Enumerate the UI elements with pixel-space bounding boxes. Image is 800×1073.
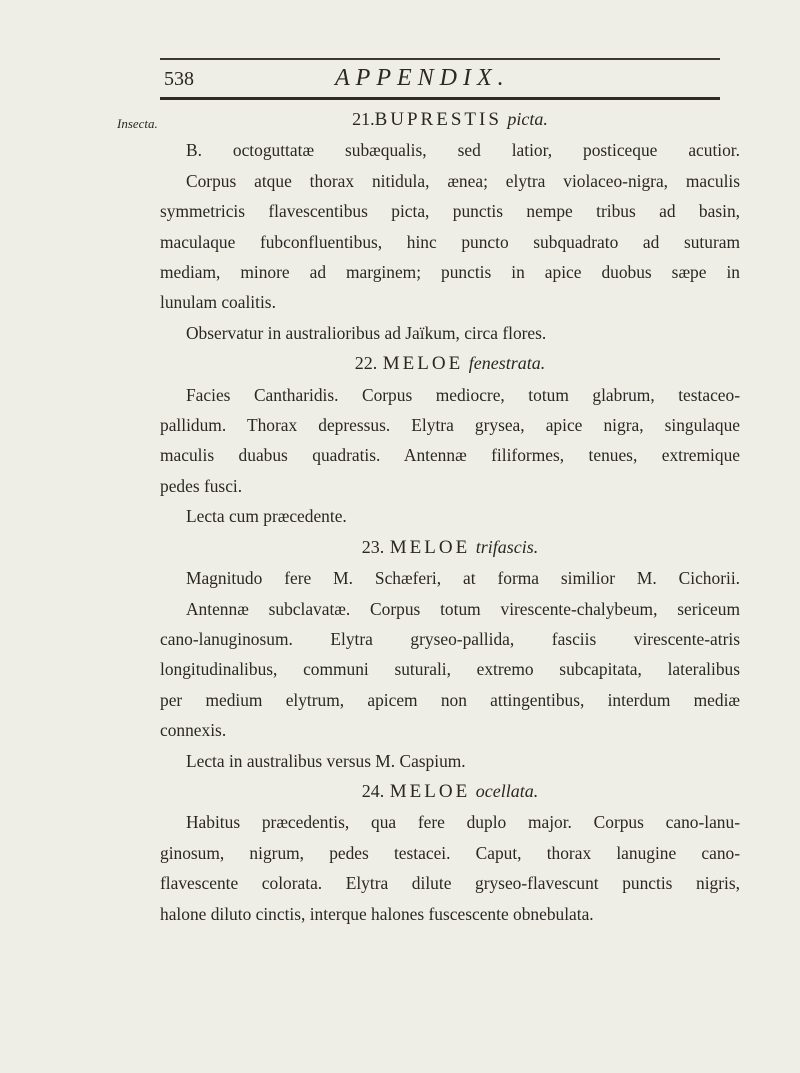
text-line: Magnitudo fere M. Schæferi, at forma similior M. Cichorii. — [186, 568, 740, 589]
section-heading — [160, 532, 740, 563]
text-line: Facies Cantharidis. Corpus mediocre, totum glabrum, testaceo- — [186, 384, 740, 405]
text-line: Lecta cum præcedente. — [186, 506, 347, 527]
section-heading — [160, 348, 740, 379]
text-line: B. octoguttatæ subæqualis, sed latior, posticeque acutior. — [186, 140, 740, 161]
genus-name: MELOE — [382, 353, 464, 375]
genus-name: MELOE — [389, 780, 471, 802]
text-line: lunulam coalitis. — [160, 292, 276, 313]
text-line: pedes fusci. — [160, 475, 243, 496]
text-line: Observatur in australioribus ad Jaïkum, circa flores. — [186, 322, 547, 343]
text-line: flavescente colorata. Elytra dilute gryseo-flavescunt punctis nigris, — [160, 873, 740, 894]
text-line: connexis. — [160, 720, 227, 741]
text-line: maculaque fubconfluentibus, hinc puncto subquadrato ad suturam — [160, 231, 740, 252]
text-line: cano-lanuginosum. Elytra gryseo-pallida, fasciis virescente-atris — [160, 628, 740, 649]
text-line: Habitus præcedentis, qua fere duplo major. Corpus cano-lanu- — [186, 812, 740, 833]
text-line: Corpus atque thorax nitidula, ænea; elytra violaceo-nigra, maculis — [186, 170, 740, 191]
species-name: fenestrata. — [468, 353, 546, 374]
text-line: maculis duabus quadratis. Antennæ filiformes, tenues, extremique — [160, 445, 740, 466]
text-line: ginosum, nigrum, pedes testacei. Caput, thorax lanugine cano- — [160, 842, 740, 863]
species-name: picta. — [507, 109, 548, 129]
species-name: trifascis. — [475, 536, 539, 557]
page-number: 538 — [164, 68, 194, 90]
text-line: symmetricis flavescentibus picta, punctis nempe tribus ad basin, — [160, 201, 740, 222]
header-rule-top — [160, 58, 720, 60]
genus-name: MELOE — [389, 536, 471, 558]
text-line: Antennæ subclavatæ. Corpus totum virescente-chalybeum, sericeum — [186, 598, 740, 619]
page-header — [160, 56, 720, 106]
text-line: halone diluto cinctis, interque halones fuscescente obnebulata. — [160, 903, 594, 924]
header-rule-bottom — [160, 97, 720, 100]
section-number: 21. — [352, 109, 375, 129]
text-line: longitudinalibus, communi suturali, extremo subcapitata, lateralibus — [160, 659, 740, 680]
section-number: 23. — [361, 536, 385, 557]
text-line: pallidum. Thorax depressus. Elytra grysea, apice nigra, singulaque — [160, 415, 740, 436]
genus-name: BUPRESTIS — [374, 109, 502, 130]
text-line: per medium elytrum, apicem non attingentibus, interdum mediæ — [160, 689, 740, 710]
running-title: APPENDIX. — [335, 65, 510, 91]
text-line: mediam, minore ad marginem; punctis in apice duobus sæpe in — [160, 262, 740, 283]
section-number: 24. — [361, 780, 385, 801]
section-heading — [160, 776, 740, 807]
section-number: 22. — [354, 353, 378, 374]
margin-note: Insecta. — [117, 116, 158, 131]
species-name: ocellata. — [475, 780, 539, 801]
text-line: Lecta in australibus versus M. Caspium. — [186, 750, 466, 771]
page-body — [160, 104, 740, 929]
section-heading — [160, 104, 740, 135]
